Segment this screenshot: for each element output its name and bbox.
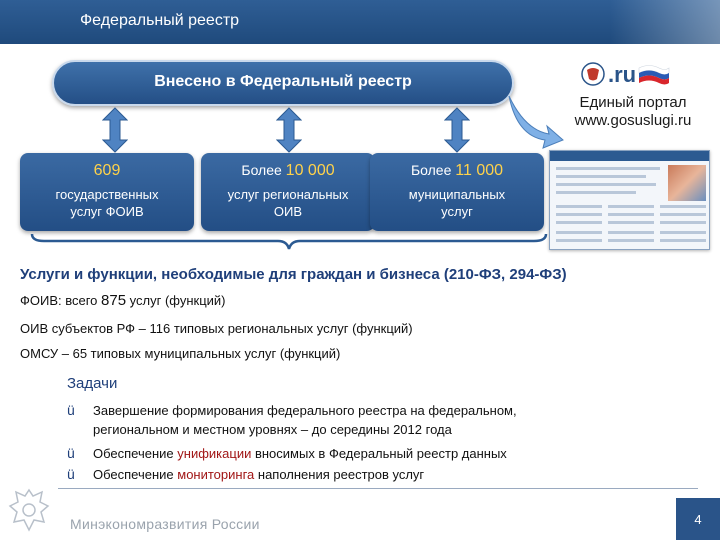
portal-screenshot-bar [550, 151, 709, 161]
box-description [201, 186, 375, 220]
double-arrow-icon [102, 107, 128, 153]
portal-screenshot-photo [668, 165, 706, 201]
box-headline [370, 162, 544, 180]
task-item [67, 401, 517, 439]
checkmark-icon: ü [67, 445, 75, 461]
task-part: Обеспечение [93, 467, 178, 482]
screenshot-row [608, 213, 654, 216]
box-number: 11 000 [455, 162, 504, 179]
registry-banner [52, 60, 514, 106]
screenshot-row [660, 231, 706, 234]
foiv-line [20, 292, 226, 309]
double-arrow-icon [444, 107, 470, 153]
screenshot-row [660, 221, 706, 224]
page-number: 4 [676, 498, 720, 540]
screenshot-row [660, 205, 706, 208]
screenshot-row [556, 205, 602, 208]
box-headline [201, 162, 375, 180]
header-corner-decoration [610, 0, 720, 44]
portal-url[interactable]: www.gosuslugi.ru [574, 112, 692, 129]
screenshot-row [556, 175, 646, 178]
services-heading: Услуги и функции, необходимые для граждан и бизнеса (210-ФЗ, 294-ФЗ) [20, 266, 567, 283]
oiv-line: ОИВ субъектов РФ – 116 типовых региональных услуг (функций) [20, 321, 413, 336]
logo-text: .ru [608, 62, 637, 87]
task-text [93, 444, 507, 463]
box-prefix: Более [410, 162, 456, 178]
box-prefix: Более [241, 162, 286, 178]
screenshot-row [608, 221, 654, 224]
screenshot-row [660, 213, 706, 216]
screenshot-row [556, 221, 602, 224]
box-line: услуг [441, 204, 473, 219]
gosuslugi-logo-icon [581, 60, 671, 88]
footer-divider [58, 488, 698, 489]
box-line: услуг ФОИВ [70, 204, 144, 219]
foiv-suffix: услуг (функций) [126, 293, 226, 308]
municipal-services-box [370, 153, 544, 231]
screenshot-row [556, 213, 602, 216]
task-text [93, 465, 424, 484]
coat-of-arms-icon [6, 486, 52, 536]
page-title: Федеральный реестр [80, 12, 240, 29]
task-line: Завершение формирования федерального реестра на федеральном, [93, 403, 517, 418]
task-item [67, 444, 507, 463]
screenshot-row [660, 239, 706, 242]
screenshot-row [556, 239, 602, 242]
screenshot-row [556, 167, 660, 170]
curly-brace-icon [30, 232, 548, 250]
box-line: ОИВ [273, 204, 303, 219]
screenshot-row [608, 231, 654, 234]
portal-name: Единый портал [579, 94, 687, 111]
box-headline [20, 162, 194, 180]
task-highlight: унификации [177, 446, 252, 461]
checkmark-icon: ü [67, 466, 75, 482]
registry-banner-text: Внесено в Федеральный реестр [154, 73, 412, 90]
box-description [20, 186, 194, 220]
box-number: 10 000 [285, 162, 335, 179]
box-line: государственных [55, 187, 159, 202]
foiv-number: 875 [101, 292, 127, 309]
screenshot-row [608, 239, 654, 242]
task-part: вносимых в Федеральный реестр данных [251, 446, 507, 461]
omsu-line: ОМСУ – 65 типовых муниципальных услуг (функций) [20, 346, 341, 361]
checkmark-icon: ü [67, 402, 75, 418]
screenshot-row [556, 231, 602, 234]
task-text [93, 401, 517, 439]
task-part: наполнения реестров услуг [254, 467, 425, 482]
ministry-name: Минэкономразвития России [70, 516, 260, 532]
screenshot-row [556, 183, 656, 186]
double-arrow-icon [276, 107, 302, 153]
screenshot-row [556, 191, 636, 194]
portal-screenshot [549, 150, 710, 250]
curved-arrow-icon [505, 90, 565, 150]
federal-services-box [20, 153, 194, 231]
portal-caption [548, 94, 718, 130]
header-bar [0, 0, 720, 44]
box-number: 609 [93, 162, 121, 179]
task-part: Обеспечение [93, 446, 178, 461]
box-description [370, 186, 544, 220]
screenshot-row [608, 205, 654, 208]
regional-services-box [201, 153, 375, 231]
box-line: услуг региональных [227, 187, 349, 202]
tasks-title: Задачи [67, 375, 118, 392]
task-line: региональном и местном уровнях – до середины 2012 года [93, 422, 452, 437]
box-line: муниципальных [408, 187, 506, 202]
foiv-prefix: ФОИВ: всего [20, 293, 102, 308]
task-item [67, 465, 424, 484]
task-highlight: мониторинга [177, 467, 255, 482]
